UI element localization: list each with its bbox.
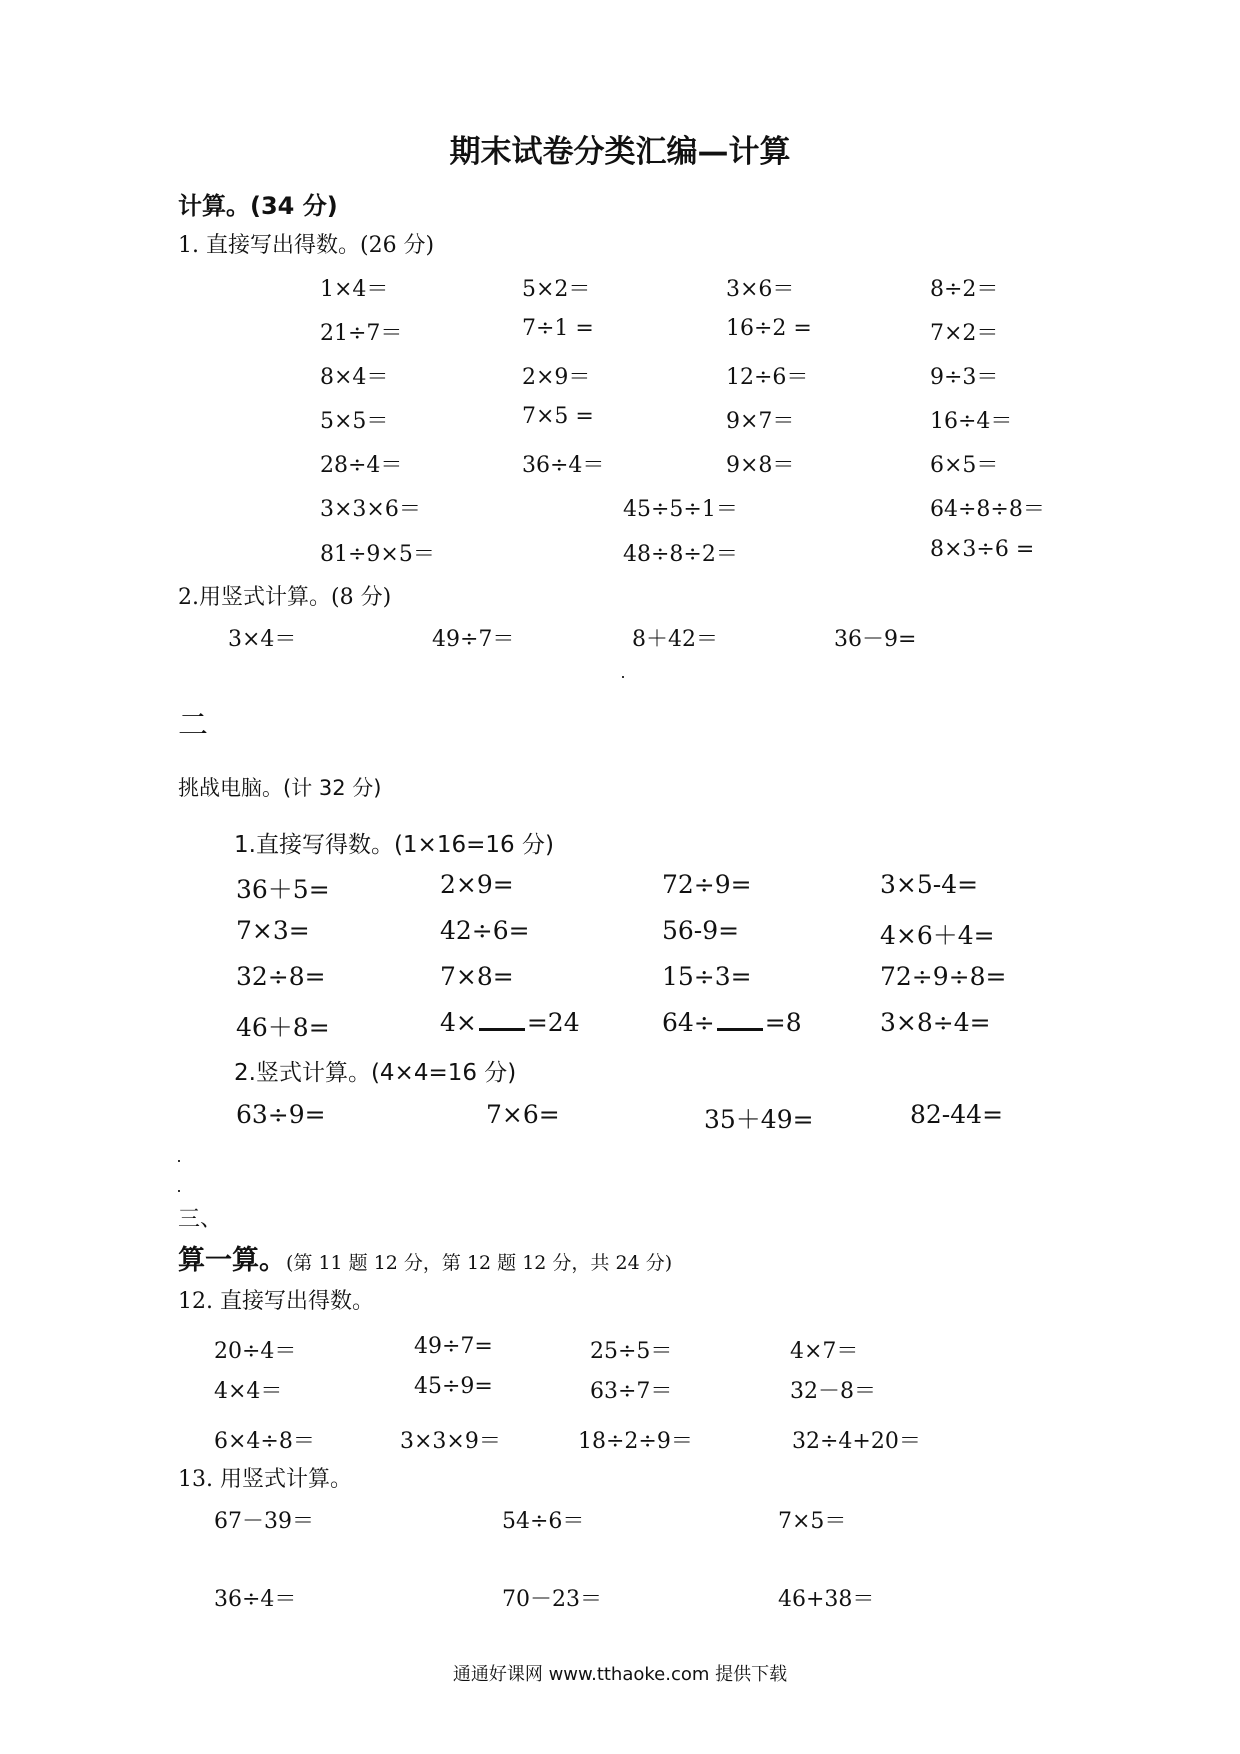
- section2-heading: 挑战电脑。(计 32 分): [178, 776, 382, 800]
- equation: 1×4＝: [320, 277, 389, 302]
- equation: 35＋49=: [704, 1105, 814, 1134]
- equation: 16÷4＝: [930, 409, 1013, 434]
- section3-heading-note: (第 11 题 12 分，第 12 题 12 分，共 24 分): [286, 1252, 673, 1274]
- equation: 36÷4＝: [522, 453, 605, 478]
- equation: 3×8÷4=: [880, 1008, 991, 1037]
- equation: 8×3÷6 =: [930, 537, 1035, 562]
- equation: 7×8=: [440, 962, 514, 991]
- scan-speck: [178, 1160, 180, 1162]
- section1-heading: 计算。(34 分): [178, 192, 338, 220]
- equation: 9×8＝: [726, 453, 795, 478]
- section3-q13-label: 13. 用竖式计算。: [178, 1467, 352, 1492]
- equation: 21÷7＝: [320, 321, 403, 346]
- equation: 7×6=: [486, 1100, 560, 1129]
- equation: 4×4＝: [214, 1379, 283, 1404]
- equation: 45÷5÷1＝: [623, 497, 738, 522]
- equation: 6×4÷8＝: [214, 1429, 315, 1454]
- equation-right: =8: [764, 1008, 802, 1037]
- section3-heading-main: 算一算。: [178, 1245, 286, 1276]
- page-title: 期末试卷分类汇编—计算: [449, 134, 791, 170]
- section3-number: 三、: [178, 1207, 223, 1232]
- equation: 8＋42＝: [632, 627, 718, 652]
- answer-blank[interactable]: [717, 1008, 763, 1031]
- equation-left: 64÷: [662, 1008, 715, 1037]
- equation: 4×6＋4=: [880, 921, 995, 950]
- equation: 56-9=: [662, 916, 740, 945]
- equation: 7×2＝: [930, 321, 999, 346]
- equation: 36÷4＝: [214, 1587, 297, 1612]
- equation: 2×9＝: [522, 365, 591, 390]
- equation: 46+38＝: [778, 1587, 875, 1612]
- section2-number: 二: [178, 708, 208, 743]
- equation: 3×4＝: [228, 627, 297, 652]
- equation: 72÷9÷8=: [880, 962, 1007, 991]
- equation: 12÷6＝: [726, 365, 809, 390]
- equation: 28÷4＝: [320, 453, 403, 478]
- equation: 15÷3=: [662, 962, 752, 991]
- equation: 82-44=: [910, 1100, 1004, 1129]
- equation: 81÷9×5＝: [320, 542, 435, 567]
- equation: 8÷2＝: [930, 277, 999, 302]
- equation: 45÷9=: [414, 1374, 493, 1399]
- equation: 7×3=: [236, 916, 310, 945]
- equation: 6×5＝: [930, 453, 999, 478]
- equation: 16÷2 =: [726, 316, 812, 341]
- equation: 7×5 =: [522, 404, 594, 429]
- fill-blank-equation: [662, 1008, 802, 1037]
- equation: 3×3×9＝: [400, 1429, 501, 1454]
- equation: 18÷2÷9＝: [578, 1429, 693, 1454]
- section2-q2-label: 2.竖式计算。(4×4=16 分): [234, 1060, 517, 1086]
- equation: 3×5-4=: [880, 870, 979, 899]
- equation: 8×4＝: [320, 365, 389, 390]
- equation: 64÷8÷8＝: [930, 497, 1045, 522]
- equation: 3×6＝: [726, 277, 795, 302]
- equation: 4×7＝: [790, 1339, 859, 1364]
- answer-blank[interactable]: [479, 1008, 525, 1031]
- section2-q1-label: 1.直接写得数。(1×16=16 分): [234, 832, 554, 858]
- scan-speck: [178, 1190, 180, 1192]
- equation: 67－39＝: [214, 1509, 314, 1534]
- equation: 9×7＝: [726, 409, 795, 434]
- equation: 32÷8=: [236, 962, 326, 991]
- equation: 36＋5=: [236, 875, 330, 904]
- equation: 20÷4＝: [214, 1339, 297, 1364]
- equation: 42÷6=: [440, 916, 530, 945]
- equation: 46＋8=: [236, 1013, 330, 1042]
- section1-q2-label: 2.用竖式计算。(8 分): [178, 585, 392, 610]
- equation: 5×2＝: [522, 277, 591, 302]
- equation-left: 4×: [440, 1008, 477, 1037]
- equation: 9÷3＝: [930, 365, 999, 390]
- equation-right: =24: [526, 1008, 580, 1037]
- equation: 7÷1 =: [522, 316, 594, 341]
- equation: 63÷9=: [236, 1100, 326, 1129]
- equation: 36－9=: [834, 627, 917, 652]
- scan-speck: [622, 676, 624, 678]
- equation: 7×5＝: [778, 1509, 847, 1534]
- equation: 2×9=: [440, 870, 514, 899]
- section3-heading: [178, 1238, 672, 1277]
- equation: 70－23＝: [502, 1587, 602, 1612]
- equation: 48÷8÷2＝: [623, 542, 738, 567]
- section1-q1-label: 1. 直接写出得数。(26 分): [178, 233, 435, 258]
- equation: 54÷6＝: [502, 1509, 585, 1534]
- equation: 32－8＝: [790, 1379, 876, 1404]
- equation: 3×3×6＝: [320, 497, 421, 522]
- fill-blank-equation: [440, 1008, 580, 1037]
- section3-q12-label: 12. 直接写出得数。: [178, 1289, 374, 1314]
- equation: 63÷7＝: [590, 1379, 673, 1404]
- footer-credit: 通通好课网 www.tthaoke.com 提供下载: [452, 1664, 788, 1685]
- equation: 49÷7=: [414, 1334, 493, 1359]
- equation: 72÷9=: [662, 870, 752, 899]
- equation: 25÷5＝: [590, 1339, 673, 1364]
- equation: 49÷7＝: [432, 627, 515, 652]
- equation: 5×5＝: [320, 409, 389, 434]
- equation: 32÷4+20＝: [792, 1429, 921, 1454]
